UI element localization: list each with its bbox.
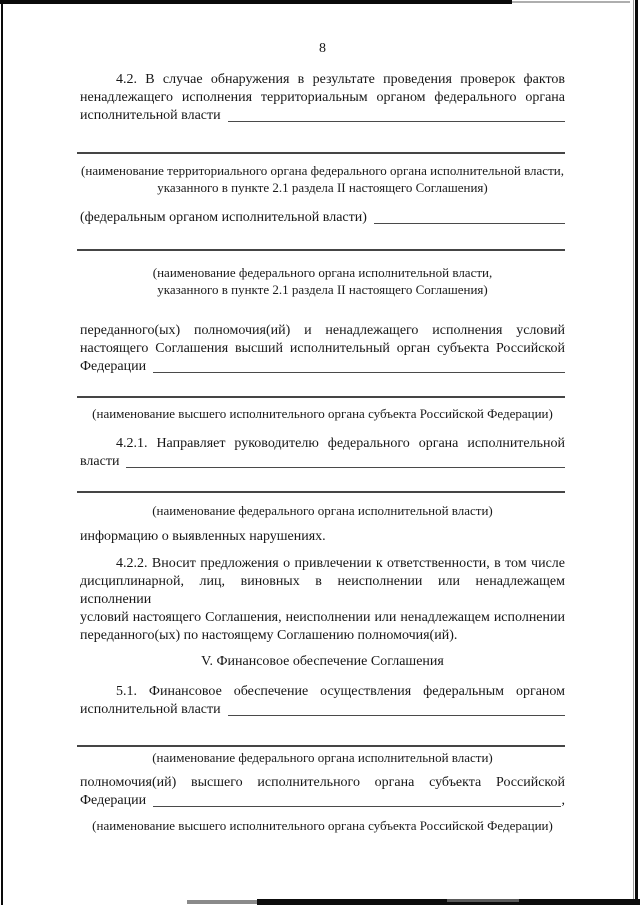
clause-5-1-line-2 <box>80 701 565 719</box>
caption-territorial-organ-line-2: указанного в пункте 2.1 раздела II настоящего Соглашения) <box>157 180 488 195</box>
caption-federal-organ-line-2: указанного в пункте 2.1 раздела II настоящего Соглашения) <box>157 282 488 297</box>
caption-highest-executive-organ-2: (наименование высшего исполнительного органа субъекта Российской Федерации) <box>92 818 553 833</box>
federal-organ-label-line <box>80 209 565 227</box>
federal-organ-label: (федеральным органом исполнительной власти) <box>80 210 367 225</box>
clause-4-2-2-line-3: условий настоящего Соглашения, неисполнении или ненадлежащем исполнении <box>80 610 565 625</box>
caption-highest-executive-organ: (наименование высшего исполнительного органа субъекта Российской Федерации) <box>92 406 553 421</box>
fill-in-blank-line <box>126 467 565 468</box>
clause-polno-line-1: полномочия(ий) высшего исполнительного органа субъекта Российской <box>80 775 565 790</box>
fill-in-blank-line <box>228 121 565 122</box>
page-number: 8 <box>319 41 326 56</box>
clause-4-2-line-3 <box>80 107 565 125</box>
clause-polno-trailing-comma: , <box>561 793 565 808</box>
section-heading-financial: V. Финансовое обеспечение Соглашения <box>201 654 444 669</box>
clause-4-2-1-line-2-text: власти <box>80 454 120 469</box>
scan-border-right-shadow <box>633 0 634 905</box>
fill-in-rule <box>77 152 565 154</box>
clause-info-line: информацию о выявленных нарушениях. <box>80 529 326 544</box>
clause-transfer-line-3 <box>80 358 565 376</box>
clause-5-1-line-2-text: исполнительной власти <box>80 702 221 717</box>
fill-in-blank-line <box>228 715 565 716</box>
fill-in-blank-line <box>374 223 565 224</box>
clause-4-2-1-line-2 <box>80 453 565 471</box>
fill-in-rule <box>77 745 565 747</box>
clause-transfer-line-2: настоящего Соглашения высший исполнительный орган субъекта Российской <box>80 341 565 356</box>
clause-4-2-line-2: ненадлежащего исполнения территориальным органом федерального органа <box>80 90 565 105</box>
clause-polno-line-2 <box>80 792 565 810</box>
clause-4-2-line-3-text: исполнительной власти <box>80 108 221 123</box>
scan-border-bottom-gray <box>187 900 257 904</box>
clause-transfer-line-1: переданного(ых) полномочия(ий) и ненадлежащего исполнения условий <box>80 323 565 338</box>
scan-border-left <box>1 0 3 905</box>
clause-polno-line-2-text: Федерации <box>80 793 147 808</box>
clause-transfer-line-3-text: Федерации <box>80 359 147 374</box>
caption-federal-organ-2: (наименование федерального органа исполнительной власти) <box>152 503 493 518</box>
caption-territorial-organ-line-1: (наименование территориального органа федерального органа исполнительной власти, <box>81 163 564 178</box>
clause-4-2-1-line-1: 4.2.1. Направляет руководителю федерального органа исполнительной <box>116 436 565 451</box>
caption-federal-organ-line-1: (наименование федерального органа исполнительной власти, <box>152 265 493 280</box>
fill-in-blank-line <box>153 806 560 807</box>
document-content <box>80 0 565 834</box>
clause-4-2-line-1: 4.2. В случае обнаружения в результате проведения проверок фактов <box>116 72 565 87</box>
fill-in-blank-line <box>153 372 565 373</box>
clause-4-2-2-line-2: дисциплинарной, лиц, виновных в неисполнении или ненадлежащем исполнении <box>80 574 565 607</box>
fill-in-rule <box>77 249 565 251</box>
scan-border-right <box>635 0 638 905</box>
clause-4-2-2-line-4: переданного(ых) по настоящему Соглашению полномочия(ий). <box>80 628 458 643</box>
clause-5-1-line-1: 5.1. Финансовое обеспечение осуществления федеральным органом <box>116 684 565 699</box>
fill-in-rule <box>77 491 565 493</box>
scan-border-bottom-gray2 <box>447 899 519 902</box>
fill-in-rule <box>77 396 565 398</box>
clause-4-2-2-line-1: 4.2.2. Вносит предложения о привлечении к ответственности, в том числе <box>116 556 565 571</box>
caption-federal-organ-3: (наименование федерального органа исполнительной власти) <box>152 750 493 765</box>
